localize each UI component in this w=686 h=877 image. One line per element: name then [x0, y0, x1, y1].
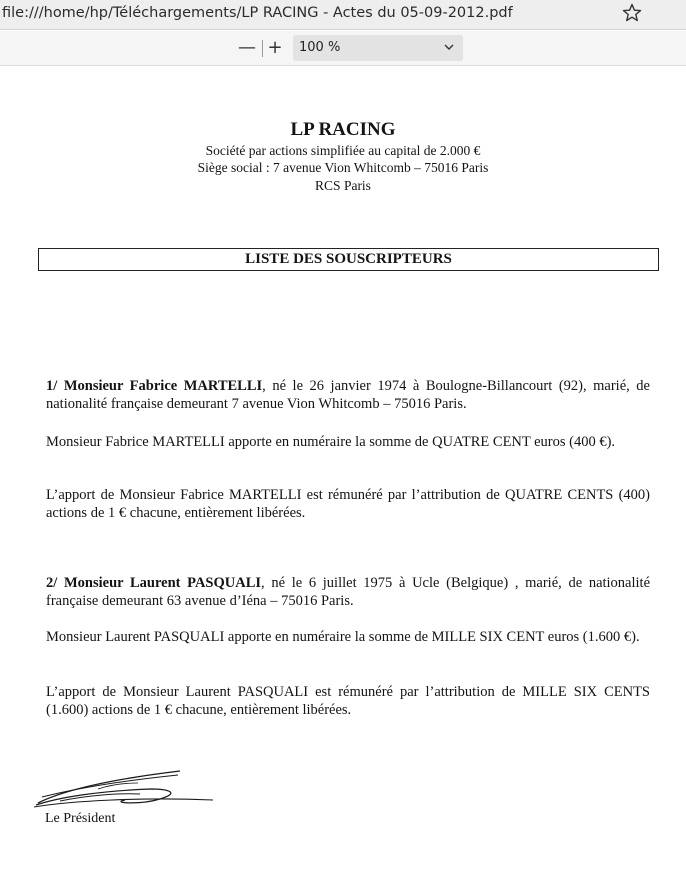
pdf-toolbar	[0, 31, 686, 66]
zoom-out-button[interactable]: —	[238, 37, 256, 58]
list-title: LISTE DES SOUSCRIPTEURS	[245, 251, 452, 267]
company-address: Siège social : 7 avenue Vion Whitcomb – 75016 Paris	[197, 160, 489, 175]
subscriber-1-contribution: Monsieur Fabrice MARTELLI apporte en numéraire la somme de QUATRE CENT euros (400 €).	[46, 434, 616, 450]
address-bar[interactable]	[0, 0, 686, 30]
signature-label: Le Président	[45, 811, 116, 826]
subscriber-2-contribution: Monsieur Laurent PASQUALI apporte en numéraire la somme de MILLE SIX CENT euros (1.600 €).	[46, 629, 640, 645]
url-text[interactable]: file:///home/hp/Téléchargements/LP RACING - Actes du 05-09-2012.pdf	[2, 5, 513, 21]
company-capital: Société par actions simplifiée au capital de 2.000 €	[205, 143, 481, 158]
subscriber-1-identity	[46, 377, 650, 413]
list-title-box	[38, 248, 659, 271]
subscriber-1-details: , né le 26 janvier 1974 à Boulogne-Billancourt (92), marié, de nationalité française demeurant 7 avenue Vion Whitcomb – 75016 Paris.	[46, 378, 650, 412]
toolbar-separator	[262, 40, 263, 57]
pdf-page	[0, 67, 686, 877]
subscriber-2-identity	[46, 574, 650, 610]
subscriber-1-remuneration: L’apport de Monsieur Fabrice MARTELLI est rémunéré par l’attribution de QUATRE CENTS (400) actions de 1 € chacune, entièrement libérées.	[46, 487, 650, 521]
subscriber-1-number: 1/	[46, 378, 58, 394]
chevron-down-icon	[443, 40, 455, 54]
subscriber-2-details: , né le 6 juillet 1975 à Ucle (Belgique) , marié, de nationalité française demeurant 63 avenue d’Iéna – 75016 Paris.	[46, 575, 651, 609]
zoom-select[interactable]	[293, 35, 463, 61]
star-icon[interactable]	[621, 2, 643, 24]
subscriber-1-name: Monsieur Fabrice MARTELLI	[63, 378, 263, 394]
subscriber-2-remuneration: L’apport de Monsieur Laurent PASQUALI est rémunéré par l’attribution de MILLE SIX CENTS (1.600) actions de 1 € chacune, entièrement libérées.	[46, 684, 650, 718]
company-name: LP RACING	[290, 119, 396, 140]
subscriber-2-number: 2/	[46, 575, 58, 591]
company-registry: RCS Paris	[315, 178, 371, 193]
subscriber-2-name: Monsieur Laurent PASQUALI	[63, 575, 262, 591]
zoom-value: 100 %	[299, 40, 341, 55]
zoom-in-button[interactable]: +	[267, 37, 283, 58]
